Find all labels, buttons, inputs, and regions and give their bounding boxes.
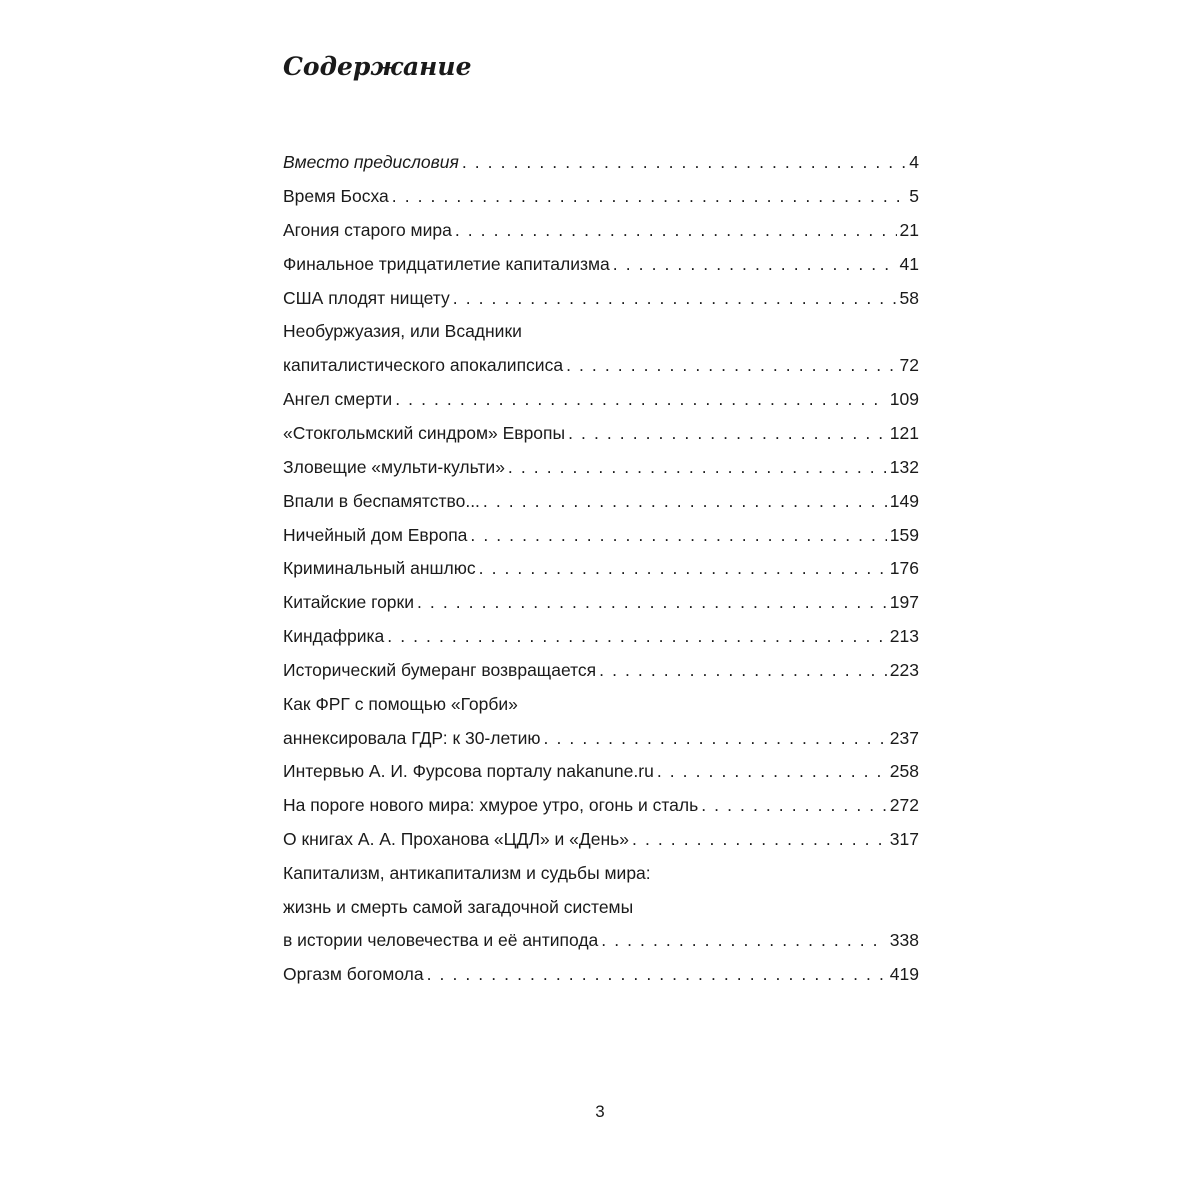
toc-entry-line	[283, 861, 919, 886]
toc-entry-page: 132	[889, 456, 919, 477]
toc-entry-line	[283, 827, 919, 852]
toc-entry-line	[283, 624, 919, 649]
toc-entry	[283, 387, 919, 412]
toc-entry-title: Финальное тридцатилетие капитализма	[283, 253, 610, 274]
toc-entry-page: 72	[899, 355, 919, 376]
toc-entry-title: аннексировала ГДР: к 30-летию	[283, 727, 541, 748]
toc-entry-page: 237	[889, 727, 919, 748]
dot-leader	[701, 793, 887, 818]
toc-entry-title: в истории человечества и её антипода	[283, 930, 599, 951]
page-title: Содержание	[283, 52, 472, 81]
toc-entry	[283, 252, 919, 277]
dot-leader	[462, 150, 906, 175]
dot-leader	[601, 928, 887, 953]
toc-entry-page: 5	[909, 185, 919, 206]
toc-entry-title: Киндафрика	[283, 626, 385, 647]
dot-leader	[632, 827, 887, 852]
toc-entry-title: Исторический бумеранг возвращается	[283, 660, 597, 681]
dot-leader	[599, 658, 887, 683]
toc-entry-title: Впали в беспамятство...	[283, 490, 480, 511]
toc-entry-page: 223	[889, 660, 919, 681]
toc-entry-title: Зловещие «мульти-культи»	[283, 456, 505, 477]
toc-entry-page: 338	[889, 930, 919, 951]
toc-entry	[283, 793, 919, 818]
toc-entry-page: 272	[889, 795, 919, 816]
toc-entry-line	[283, 962, 919, 987]
dot-leader	[455, 218, 897, 243]
toc-entry-page: 176	[889, 558, 919, 579]
toc-entry	[283, 421, 919, 446]
toc-entry	[283, 150, 919, 175]
toc-entry	[283, 692, 919, 751]
toc-entry-title: Капитализм, антикапитализм и судьбы мира:	[283, 863, 651, 884]
dot-leader	[395, 387, 887, 412]
toc-entry-title: Время Босха	[283, 185, 389, 206]
toc-entry-title: Ничейный дом Европа	[283, 524, 468, 545]
toc-entry-page: 258	[889, 761, 919, 782]
toc-entry-line	[283, 928, 919, 953]
toc-entry-page: 109	[889, 388, 919, 409]
toc-entry-line	[283, 150, 919, 175]
toc-entry	[283, 827, 919, 852]
dot-leader	[508, 455, 887, 480]
toc-entry-line	[283, 489, 919, 514]
toc-entry-line	[283, 726, 919, 751]
dot-leader	[483, 489, 887, 514]
toc-entry-page: 149	[889, 490, 919, 511]
toc-entry	[283, 455, 919, 480]
page-number: 3	[595, 1102, 605, 1121]
toc-entry-title: Вместо предисловия	[283, 152, 459, 172]
dot-leader	[453, 286, 897, 311]
toc-entry-page: 159	[889, 524, 919, 545]
toc-entry-line	[283, 184, 919, 209]
toc-entry-title: Оргазм богомола	[283, 964, 424, 985]
toc-entry	[283, 218, 919, 243]
toc-entry-page: 317	[889, 829, 919, 850]
dot-leader	[566, 353, 896, 378]
toc-entry-line	[283, 759, 919, 784]
toc-entry-line	[283, 692, 919, 717]
toc-entry-line	[283, 218, 919, 243]
toc-entry-title: Китайские горки	[283, 592, 414, 613]
toc-entry-line	[283, 895, 919, 920]
toc-entry-title: США плодят нищету	[283, 287, 450, 308]
toc-entry-page: 4	[909, 152, 919, 172]
dot-leader	[427, 962, 887, 987]
toc-entry-line	[283, 286, 919, 311]
dot-leader	[613, 252, 897, 277]
toc-entry-title: Ангел смерти	[283, 388, 393, 409]
toc-entry-page: 121	[889, 422, 919, 443]
toc-entry	[283, 759, 919, 784]
toc-entry-page: 197	[889, 592, 919, 613]
toc-entry-page: 41	[899, 253, 919, 274]
toc-entry-line	[283, 319, 919, 344]
toc-entry-line	[283, 421, 919, 446]
toc-entry-line	[283, 523, 919, 548]
toc-entry-title: О книгах А. А. Проханова «ЦДЛ» и «День»	[283, 829, 630, 850]
toc-entry-line	[283, 252, 919, 277]
toc-entry	[283, 523, 919, 548]
dot-leader	[657, 759, 887, 784]
toc-entry	[283, 319, 919, 378]
toc-entry	[283, 962, 919, 987]
toc-entry-line	[283, 556, 919, 581]
toc-entry-title: Криминальный аншлюс	[283, 558, 476, 579]
toc-entry-title: Как ФРГ с помощью «Горби»	[283, 693, 518, 714]
toc-entry-line	[283, 658, 919, 683]
toc-entry-page: 21	[899, 219, 919, 240]
toc-entry-line	[283, 353, 919, 378]
dot-leader	[387, 624, 887, 649]
toc-entry-title: Необуржуазия, или Всадники	[283, 321, 522, 342]
toc-entry	[283, 658, 919, 683]
toc-entry-title: Интервью А. И. Фурсова порталу nakanune.ru	[283, 761, 654, 782]
toc-entry-line	[283, 590, 919, 615]
toc-entry-page: 419	[889, 964, 919, 985]
toc-entry-line	[283, 455, 919, 480]
toc-entry-page: 213	[889, 626, 919, 647]
toc-entry-title: Агония старого мира	[283, 219, 452, 240]
toc-entry-line	[283, 793, 919, 818]
toc-entry	[283, 556, 919, 581]
toc-entry	[283, 286, 919, 311]
dot-leader	[392, 184, 907, 209]
dot-leader	[470, 523, 886, 548]
table-of-contents	[283, 150, 919, 996]
toc-entry-title: На пороге нового мира: хмурое утро, огонь и сталь	[283, 795, 699, 816]
toc-entry-line	[283, 387, 919, 412]
toc-entry-page: 58	[899, 287, 919, 308]
toc-entry	[283, 590, 919, 615]
dot-leader	[479, 556, 887, 581]
toc-entry-title: капиталистического апокалипсиса	[283, 355, 564, 376]
dot-leader	[417, 590, 887, 615]
toc-entry	[283, 184, 919, 209]
toc-entry	[283, 861, 919, 953]
toc-entry	[283, 624, 919, 649]
dot-leader	[568, 421, 887, 446]
dot-leader	[544, 726, 887, 751]
toc-entry-title: жизнь и смерть самой загадочной системы	[283, 896, 634, 917]
toc-entry	[283, 489, 919, 514]
toc-entry-title: «Стокгольмский синдром» Европы	[283, 422, 566, 443]
